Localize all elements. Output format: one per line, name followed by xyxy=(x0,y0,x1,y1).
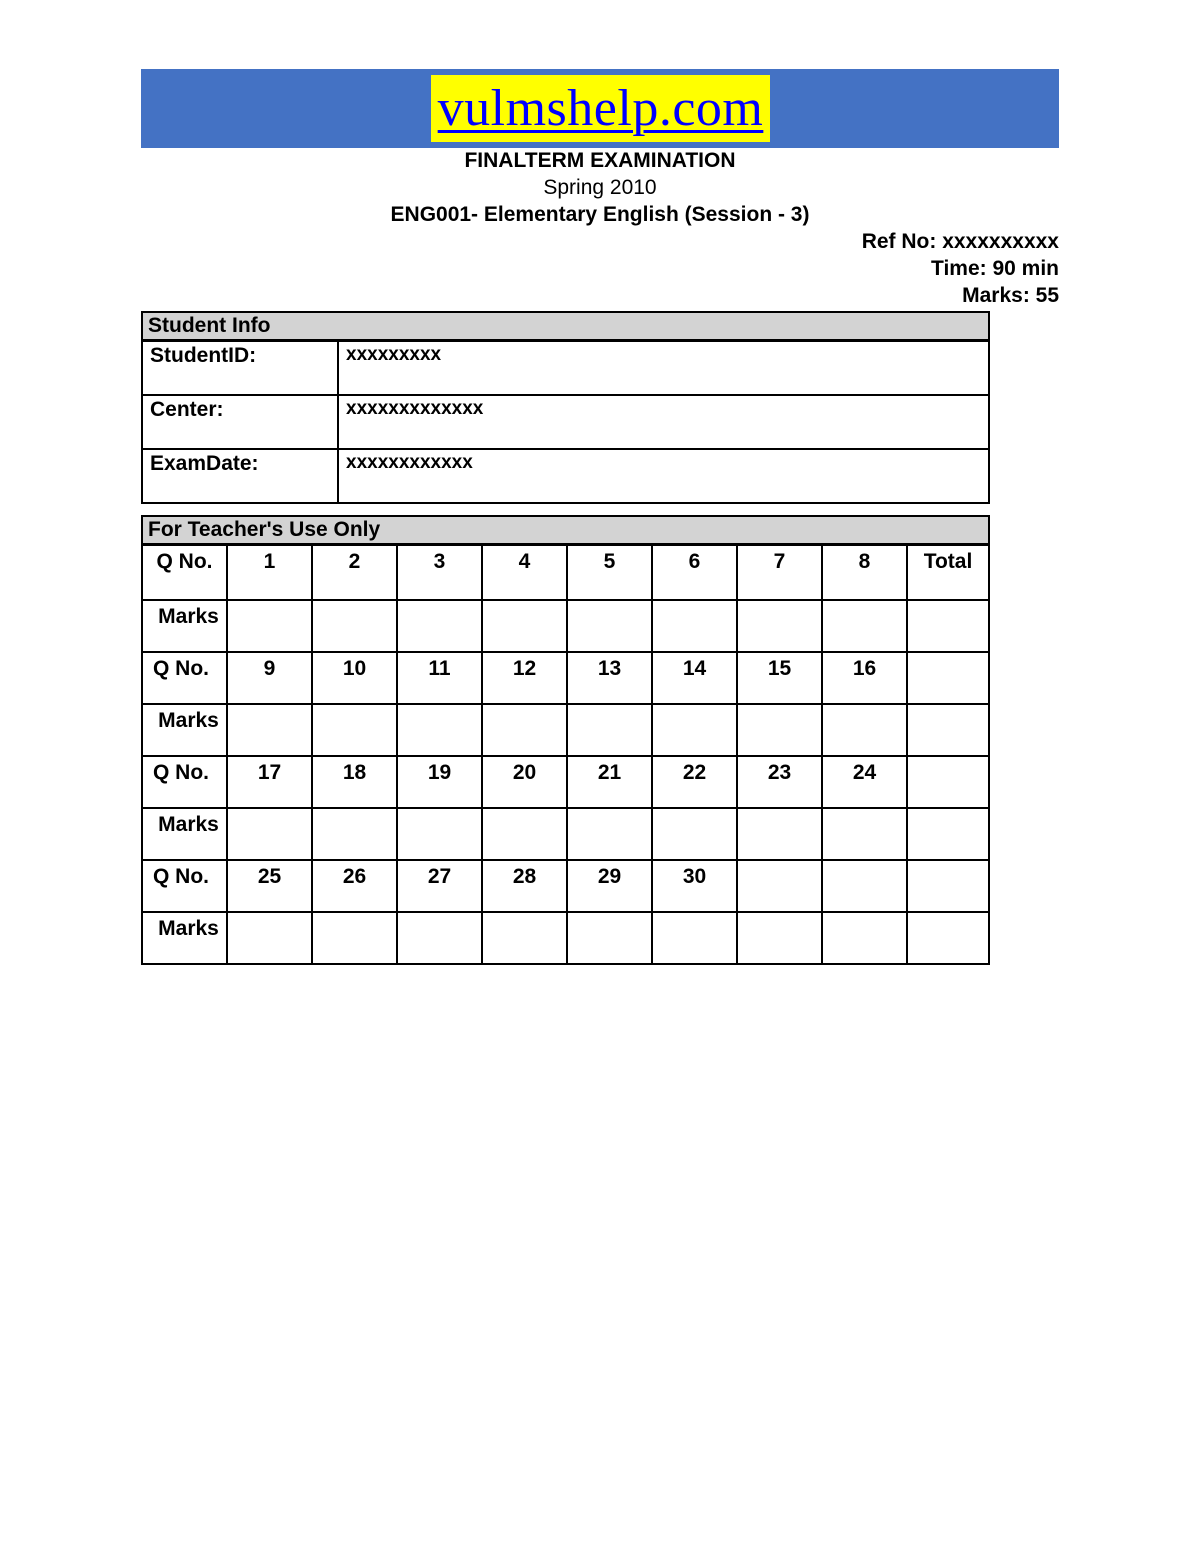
question-number-row xyxy=(142,652,989,704)
marks-cell[interactable] xyxy=(227,600,312,652)
marks-cell[interactable] xyxy=(482,704,567,756)
teacher-use-heading: For Teacher's Use Only xyxy=(142,516,989,545)
question-number: 28 xyxy=(482,860,567,912)
question-number: 15 xyxy=(737,652,822,704)
marks-cell[interactable] xyxy=(227,704,312,756)
question-number xyxy=(737,860,822,912)
marks-label: Marks xyxy=(142,600,227,652)
q-no-label: Q No. xyxy=(142,756,227,808)
question-number: 26 xyxy=(312,860,397,912)
total-cell[interactable] xyxy=(907,756,989,808)
marks-cell[interactable] xyxy=(822,704,907,756)
question-number: 12 xyxy=(482,652,567,704)
question-number: 4 xyxy=(482,545,567,601)
total-cell[interactable] xyxy=(907,860,989,912)
marks-cell[interactable] xyxy=(737,600,822,652)
student-info-heading: Student Info xyxy=(142,312,989,341)
question-number: 8 xyxy=(822,545,907,601)
q-no-label: Q No. xyxy=(142,860,227,912)
marks-cell[interactable] xyxy=(312,808,397,860)
marks-cell[interactable] xyxy=(822,600,907,652)
student-info-table xyxy=(141,311,990,504)
total-cell[interactable] xyxy=(907,704,989,756)
question-number: 23 xyxy=(737,756,822,808)
total-label: Total xyxy=(907,545,989,601)
q-no-label: Q No. xyxy=(142,545,227,601)
question-number: 5 xyxy=(567,545,652,601)
marks-cell[interactable] xyxy=(652,808,737,860)
question-number: 6 xyxy=(652,545,737,601)
marks-cell[interactable] xyxy=(397,808,482,860)
ref-no: Ref No: xxxxxxxxxx xyxy=(861,230,1059,253)
marks-cell[interactable] xyxy=(482,912,567,964)
question-number xyxy=(822,860,907,912)
marks-row xyxy=(142,808,989,860)
question-number: 24 xyxy=(822,756,907,808)
total-cell[interactable] xyxy=(907,652,989,704)
question-number: 11 xyxy=(397,652,482,704)
question-number: 27 xyxy=(397,860,482,912)
question-number: 22 xyxy=(652,756,737,808)
marks-cell[interactable] xyxy=(482,808,567,860)
site-logo[interactable]: vulmshelp.com xyxy=(431,75,770,142)
marks-cell[interactable] xyxy=(822,808,907,860)
question-number: 9 xyxy=(227,652,312,704)
question-number-row xyxy=(142,860,989,912)
marks-cell[interactable] xyxy=(227,912,312,964)
marks-row xyxy=(142,704,989,756)
question-number: 13 xyxy=(567,652,652,704)
marks-label: Marks xyxy=(142,808,227,860)
student-id-row xyxy=(142,341,989,396)
marks-cell[interactable] xyxy=(567,808,652,860)
question-number-row xyxy=(142,545,989,601)
marks-cell[interactable] xyxy=(567,704,652,756)
exam-date-row xyxy=(142,449,989,503)
question-number: 3 xyxy=(397,545,482,601)
marks-label: Marks xyxy=(142,912,227,964)
center-row xyxy=(142,395,989,449)
exam-marks: Marks: 55 xyxy=(962,284,1059,307)
question-number: 30 xyxy=(652,860,737,912)
marks-row xyxy=(142,912,989,964)
question-number: 7 xyxy=(737,545,822,601)
exam-date-value: xxxxxxxxxxxx xyxy=(338,449,989,503)
marks-cell[interactable] xyxy=(567,600,652,652)
marks-cell[interactable] xyxy=(312,912,397,964)
question-number: 16 xyxy=(822,652,907,704)
question-number: 10 xyxy=(312,652,397,704)
question-number-row xyxy=(142,756,989,808)
marks-cell[interactable] xyxy=(312,600,397,652)
question-number: 1 xyxy=(227,545,312,601)
marks-cell[interactable] xyxy=(567,912,652,964)
total-cell[interactable] xyxy=(907,912,989,964)
exam-date-label: ExamDate: xyxy=(142,449,338,503)
question-number: 20 xyxy=(482,756,567,808)
student-id-value: xxxxxxxxx xyxy=(338,341,989,396)
question-number: 19 xyxy=(397,756,482,808)
marks-cell[interactable] xyxy=(397,600,482,652)
question-number: 21 xyxy=(567,756,652,808)
course-title: ENG001- Elementary English (Session - 3) xyxy=(390,203,810,226)
total-cell[interactable] xyxy=(907,808,989,860)
question-number: 18 xyxy=(312,756,397,808)
exam-time: Time: 90 min xyxy=(931,257,1059,280)
exam-term: Spring 2010 xyxy=(543,176,657,199)
marks-cell[interactable] xyxy=(652,704,737,756)
marks-cell[interactable] xyxy=(312,704,397,756)
marks-cell[interactable] xyxy=(737,912,822,964)
marks-cell[interactable] xyxy=(652,600,737,652)
question-number: 14 xyxy=(652,652,737,704)
marks-label: Marks xyxy=(142,704,227,756)
marks-cell[interactable] xyxy=(482,600,567,652)
marks-cell[interactable] xyxy=(822,912,907,964)
student-id-label: StudentID: xyxy=(142,341,338,396)
teacher-use-table xyxy=(141,515,990,965)
center-value: xxxxxxxxxxxxx xyxy=(338,395,989,449)
question-number: 25 xyxy=(227,860,312,912)
marks-cell[interactable] xyxy=(397,912,482,964)
center-label: Center: xyxy=(142,395,338,449)
marks-row xyxy=(142,600,989,652)
total-cell[interactable] xyxy=(907,600,989,652)
question-number: 17 xyxy=(227,756,312,808)
exam-type: FINALTERM EXAMINATION xyxy=(464,149,736,172)
marks-cell[interactable] xyxy=(737,704,822,756)
marks-cell[interactable] xyxy=(737,808,822,860)
marks-cell[interactable] xyxy=(397,704,482,756)
q-no-label: Q No. xyxy=(142,652,227,704)
question-number: 2 xyxy=(312,545,397,601)
marks-cell[interactable] xyxy=(652,912,737,964)
question-number: 29 xyxy=(567,860,652,912)
marks-cell[interactable] xyxy=(227,808,312,860)
